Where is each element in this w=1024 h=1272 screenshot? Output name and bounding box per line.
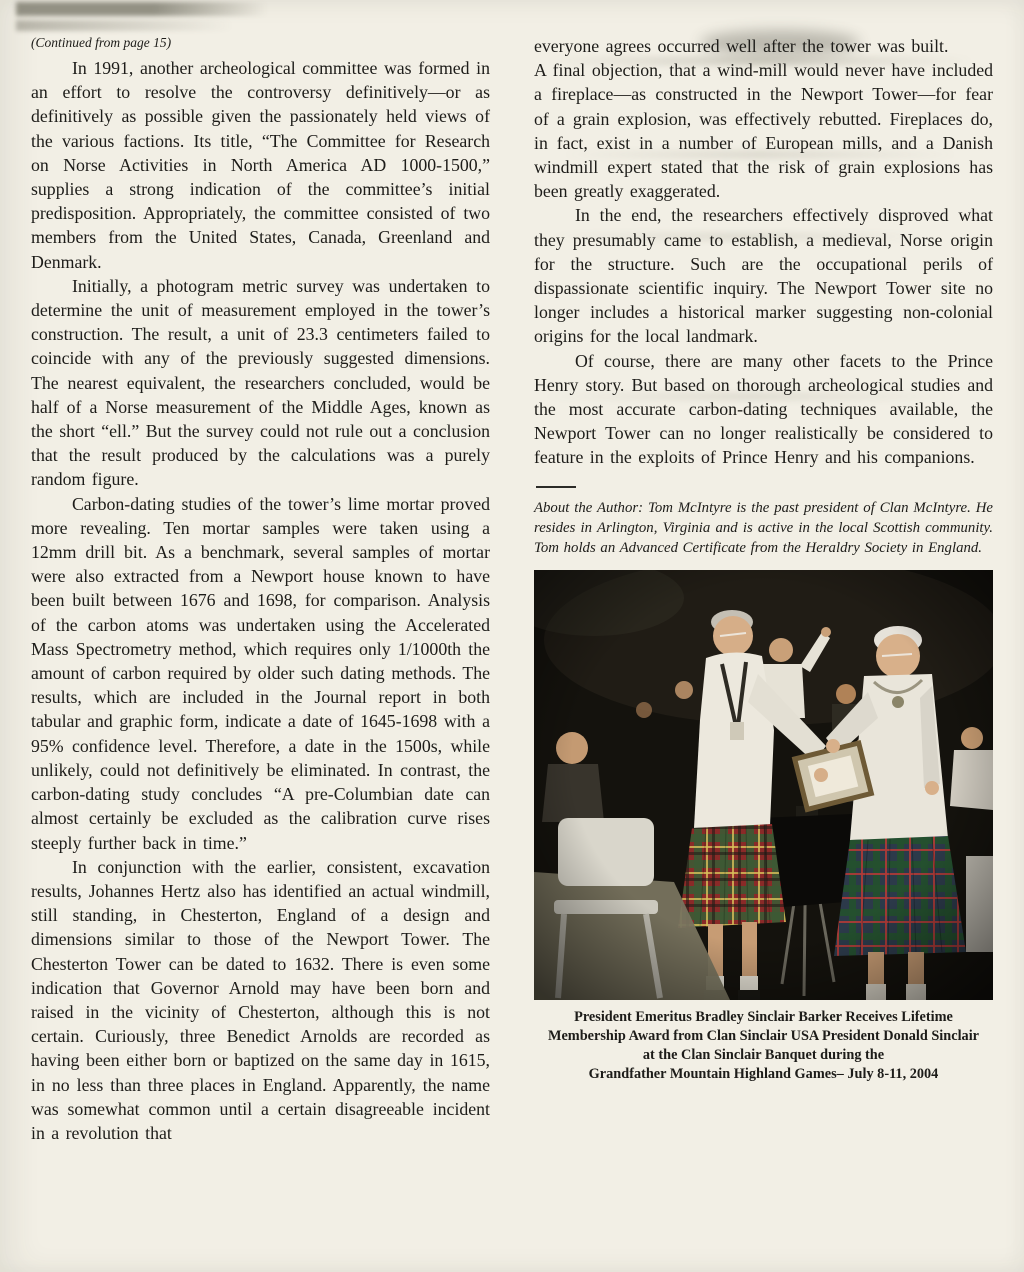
paragraph-continuation: everyone agrees occurred well after the tower was built. (534, 36, 949, 56)
left-column (31, 34, 490, 1145)
paragraph-prince-henry: Of course, there are many other facets to the Prince Henry story. But based on thorough archeological studies and the most accurate carbon-dating techniques available, the Newport Tower can no longer realistically be considered to feature in the exploits of Prince Henry and his companions. (534, 350, 993, 468)
bleedthrough-artifact (16, 20, 234, 31)
caption-line: Membership Award from Clan Sinclair USA President Donald Sinclair (547, 1027, 980, 1044)
caption-line: President Emeritus Bradley Sinclair Barker Receives Lifetime (574, 1008, 953, 1025)
bleedthrough-artifact (16, 2, 268, 16)
caption-line: Grandfather Mountain Highland Games– July 8-11, 2004 (588, 1065, 939, 1082)
two-column-layout (31, 34, 993, 1145)
right-column (534, 34, 993, 1145)
paragraph-carbon-dating: Carbon-dating studies of the tower’s lime mortar proved more revealing. Ten mortar samples were taken using a 12mm drill bit. As a benchmark, several samples of mortar were also extracted from a Newport house known to have been built between 1676 and 1698, for comparison. Analysis of the carbon atoms was undertaken using the Accelerated Mass Spectrometry method, which requires only 1/1000th the amount of carbon required by older such dating methods. The results, which are included in the Journal report in both tabular and graphic form, indicate a date of 1645-1698 with a 95% confidence level. Therefore, a date in the 1500s, while unlikely, could not definitively be eliminated. In contrast, the carbon-dating study concludes “A pre-Columbian date can almost certainly be excluded as the calibration curve rises steeply further back in time.” (31, 493, 490, 853)
paragraph-committee: In 1991, another archeological committee was formed in an effort to resolve the controversy definitively—or as definitively as possible given the passionately held views of the various factions. Its title, “The Committee for Research on Norse Activities in North America AD 1000-1500,” supplies a strong indication of the committee’s initial predisposition. Appropriately, the committee consisted of two members from the United States, Canada, Greenland and Denmark. (31, 58, 490, 272)
paragraph-fireplace: A final objection, that a wind-mill would never have included a fireplace—as constructed in the Newport Tower—for fear of a grain explosion, was effectively rebutted. Fireplaces do, in fact, exist in a number of European mills, and a Danish windmill expert stated that the risk of grain explosions has been greatly exaggerated. (534, 60, 993, 202)
caption-line: at the Clan Sinclair Banquet during the (642, 1046, 885, 1063)
about-the-author: About the Author: Tom McIntyre is the past president of Clan McIntyre. He resides in Arlington, Virginia and is active in the local Scottish community. Tom holds an Advanced Certificate from the Heraldry Society in England. (534, 499, 993, 556)
banquet-photo (534, 570, 993, 1000)
photo-caption (534, 1008, 993, 1084)
paragraph-survey: Initially, a photogram metric survey was undertaken to determine the unit of measurement employed in the tower’s construction. The result, a unit of 23.3 centimeters failed to coincide with any of the previously suggested dimensions. The nearest equivalent, the researchers concluded, would be half of a Norse measurement of the Middle Ages, known as the short “ell.” But the survey could not rule out a conclusion that the result produced by the calculations was a purely random figure. (31, 275, 490, 490)
section-divider (536, 486, 576, 488)
paragraph-chesterton: In conjunction with the earlier, consistent, excavation results, Johannes Hertz also has identified an actual windmill, still standing, in Chesterton, England of a design and dimensions similar to those of the Newport Tower. The Chesterton Tower can be dated to 1632. There is even some indication that Governor Arnold may have been born and raised in the vicinity of Chesterton, although this is not certain. Curiously, three Benedict Arnolds are recorded as having been either born or baptized on the same day in 1615, in no less than three places in England. Apparently, the name was somewhat common until a certain disagreeable incident in a revolution that (31, 856, 490, 1143)
continued-note: (Continued from page 15) (31, 35, 172, 50)
photo-illustration (534, 570, 993, 1000)
paragraph-conclusion: In the end, the researchers effectively disproved what they presumably came to establish, a medieval, Norse origin for the structure. Such are the occupational perils of dispassionate scientific inquiry. The Newport Tower site no longer includes a historical marker suggesting non-colonial origins for the local landmark. (534, 205, 993, 347)
